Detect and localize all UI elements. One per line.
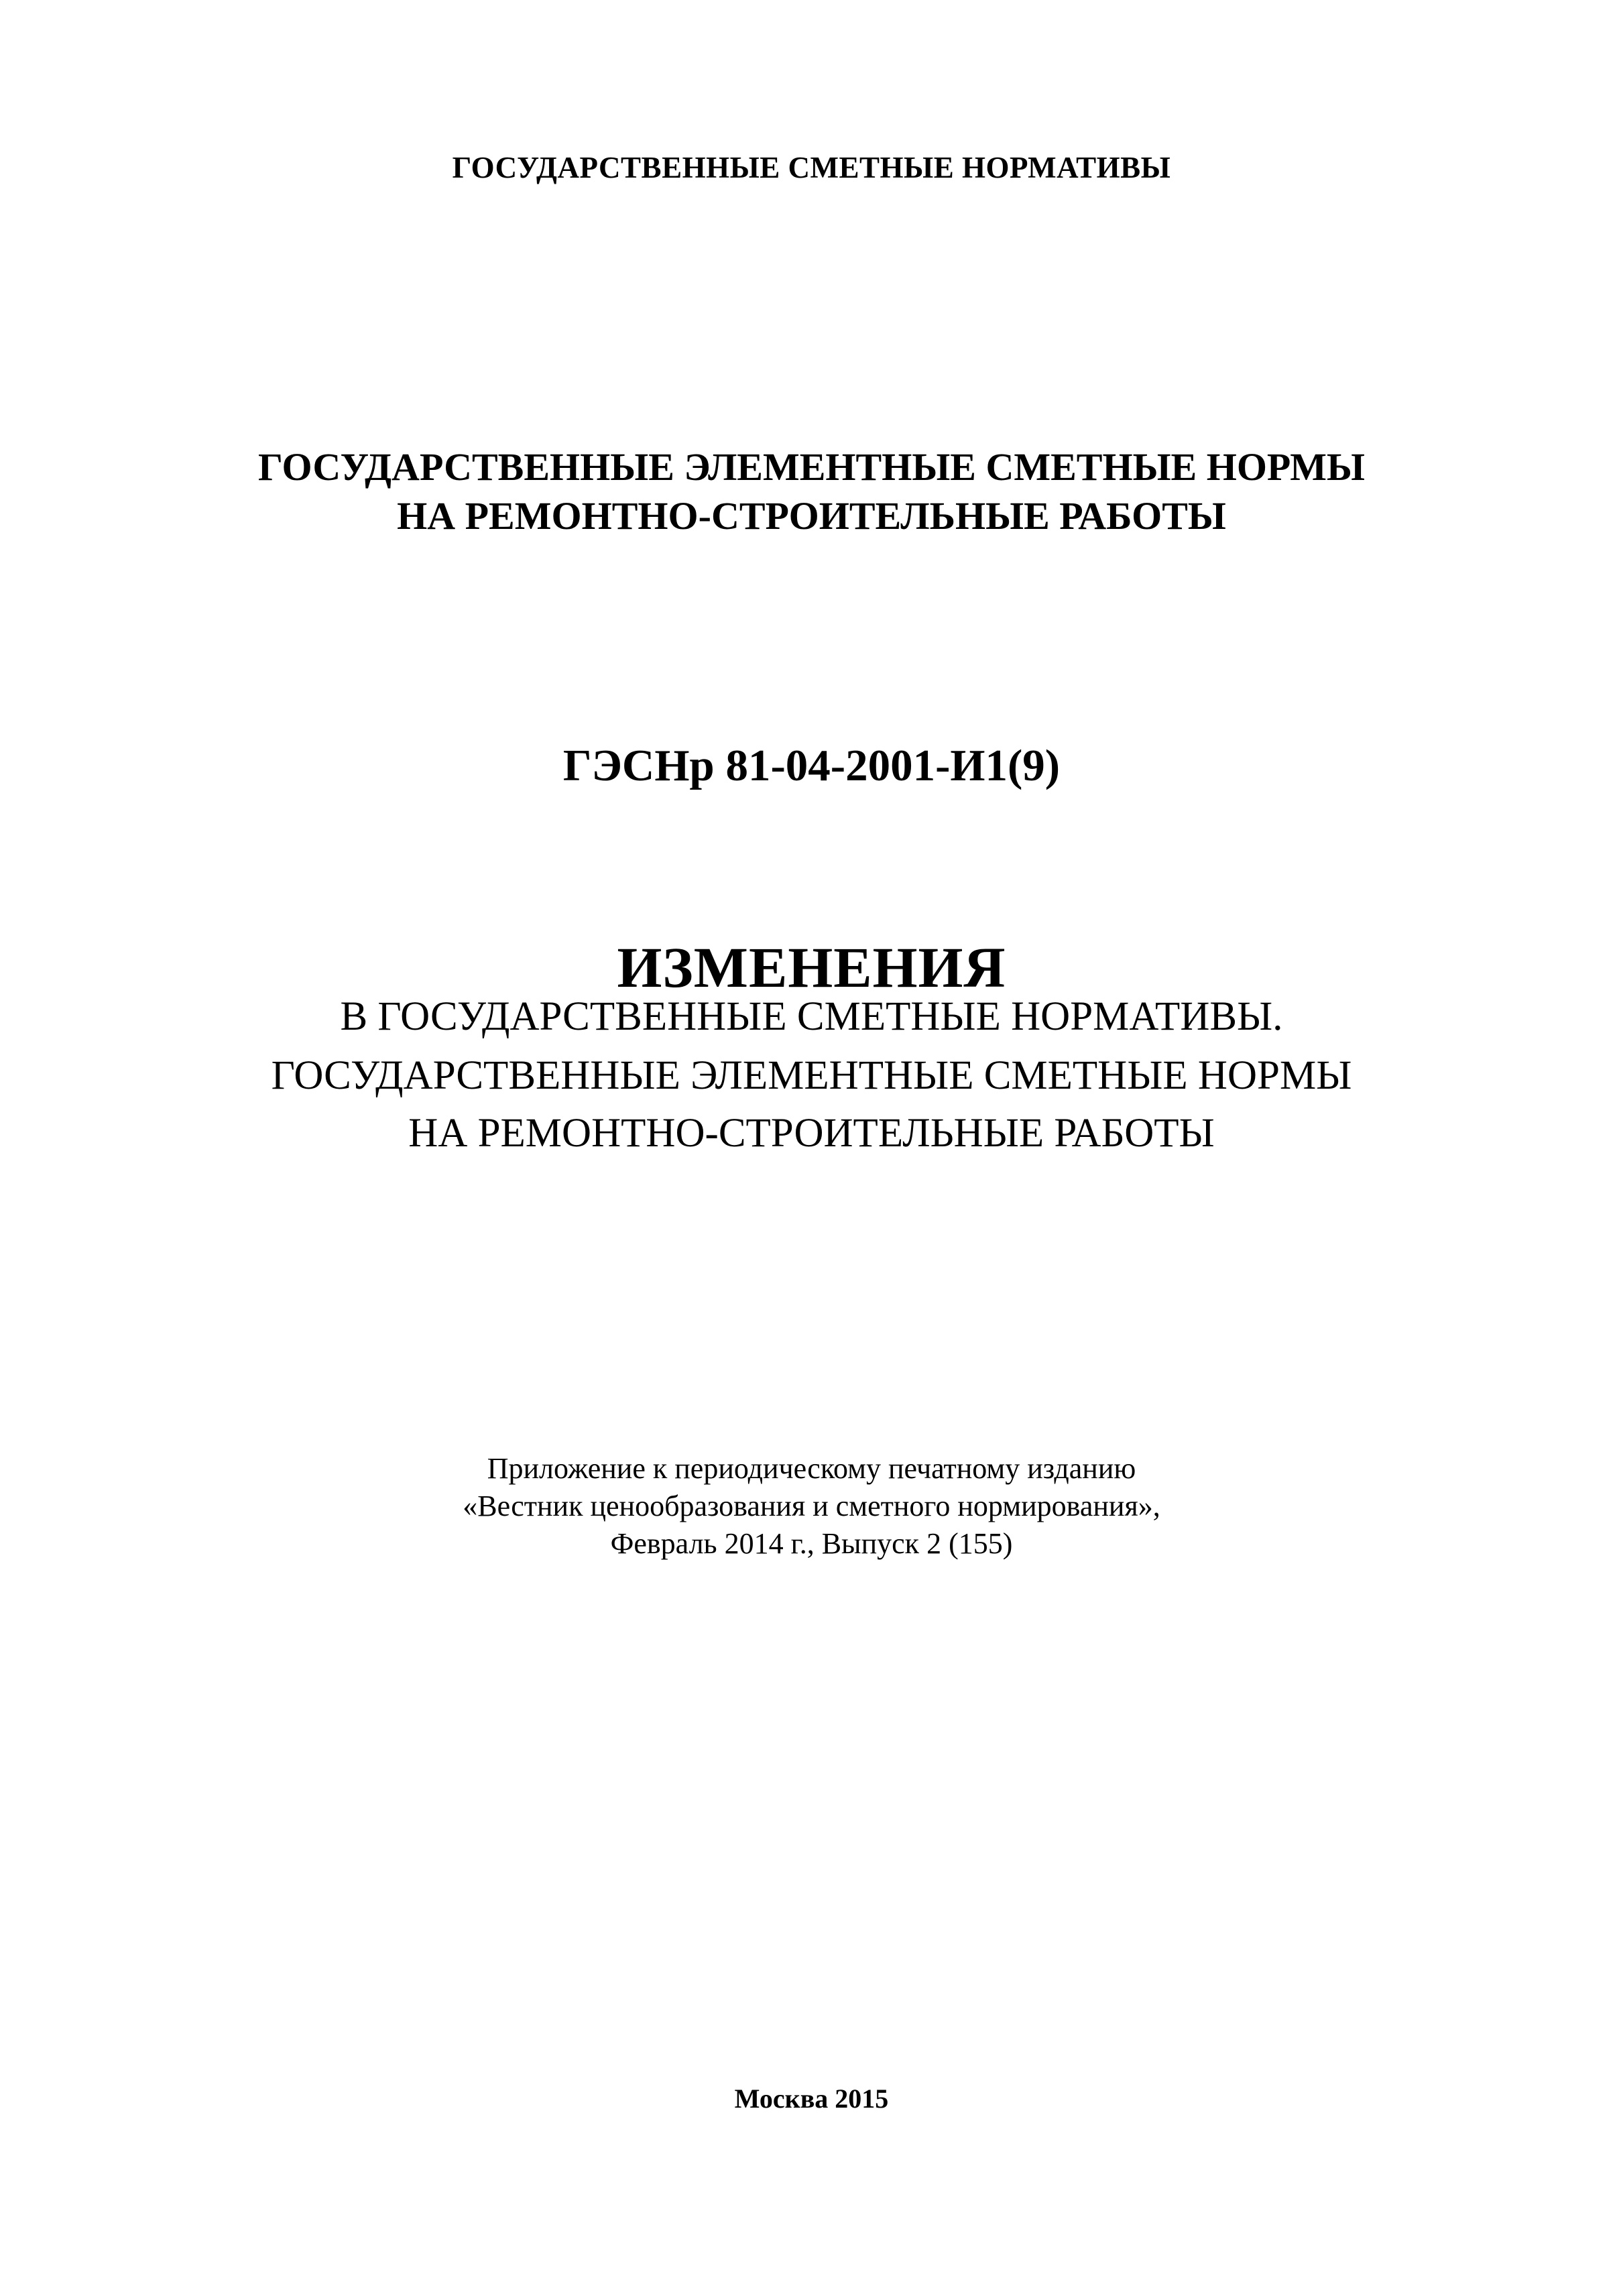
series-header: ГОСУДАРСТВЕННЫЕ СМЕТНЫЕ НОРМАТИВЫ [452, 151, 1171, 184]
appendix-line-2: «Вестник ценообразования и сметного нормирования», [463, 1490, 1160, 1522]
changes-heading: ИЗМЕНЕНИЯ [617, 935, 1006, 1000]
imprint-city-year: Москва 2015 [734, 2083, 889, 2114]
main-title-line-1: ГОСУДАРСТВЕННЫЕ ЭЛЕМЕНТНЫЕ СМЕТНЫЕ НОРМЫ [258, 445, 1365, 489]
changes-subtitle-line-2: ГОСУДАРСТВЕННЫЕ ЭЛЕМЕНТНЫЕ СМЕТНЫЕ НОРМЫ [271, 1053, 1352, 1098]
appendix-line-3: Февраль 2014 г., Выпуск 2 (155) [610, 1527, 1013, 1560]
main-title-line-2: НА РЕМОНТНО-СТРОИТЕЛЬНЫЕ РАБОТЫ [397, 494, 1226, 538]
changes-subtitle-line-1: В ГОСУДАРСТВЕННЫЕ СМЕТНЫЕ НОРМАТИВЫ. [340, 994, 1283, 1039]
document-code: ГЭСНр 81-04-2001-И1(9) [562, 741, 1061, 790]
appendix-line-1: Приложение к периодическому печатному изданию [487, 1452, 1136, 1485]
changes-subtitle-line-3: НА РЕМОНТНО-СТРОИТЕЛЬНЫЕ РАБОТЫ [408, 1111, 1215, 1156]
